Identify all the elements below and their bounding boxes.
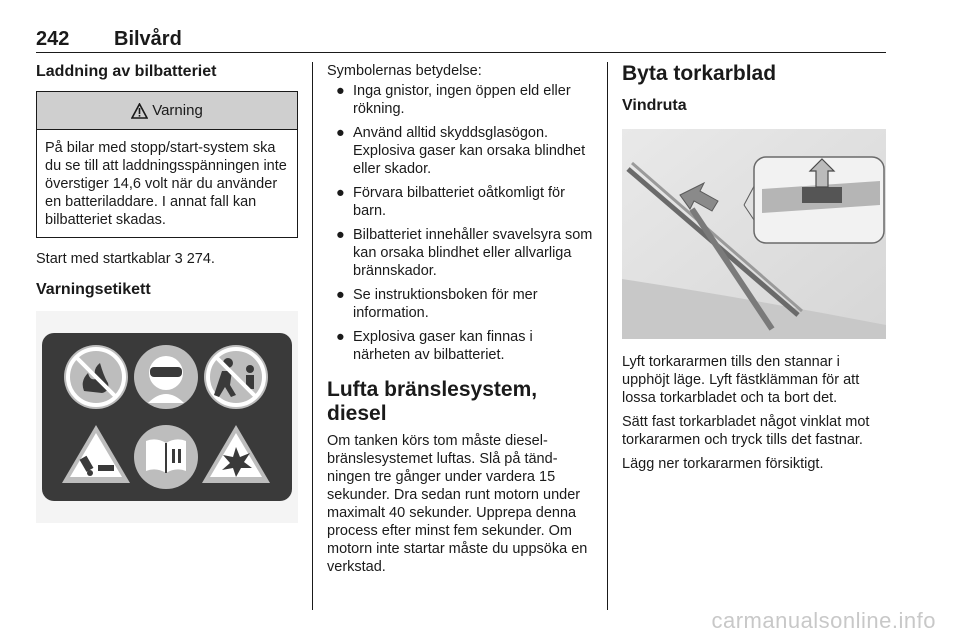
wiper-step-3: Lägg ner torkararmen försiktigt. <box>622 456 824 472</box>
safety-goggles-icon <box>134 345 198 409</box>
page-number: 242 <box>36 28 70 50</box>
warning-text: På bilar med stopp/start-system ska du se till att laddningsspänningen inte överstiger 14,6 volt när du använder en batteriladdare. I annat fall kan bilbatteriet skadas. <box>45 140 287 228</box>
column-3 <box>622 62 886 473</box>
wiper-illustration <box>622 129 886 339</box>
list-item: ● Förvara bilbatteriet oåtkomligt för barn. <box>336 185 565 219</box>
wiper-title: Byta torkarblad <box>622 62 777 85</box>
list-item: ● Bilbatteriet innehåller svavelsyra som kan orsaka blindhet eller allvarliga brännskador. <box>336 227 593 279</box>
warning-header <box>37 92 297 130</box>
column-2 <box>327 62 593 576</box>
symbols-intro: Symbolernas betydelse: <box>327 63 482 79</box>
keep-from-children-icon <box>204 345 268 409</box>
no-fire-icon <box>64 345 128 409</box>
list-item: ● Se instruktionsboken för mer information. <box>336 287 538 321</box>
watermark: carmanualsonline.info <box>711 608 936 633</box>
list-item: ● Inga gnistor, ingen öppen eld eller rökning. <box>336 83 571 117</box>
warning-triangle-icon <box>131 103 148 119</box>
wiper-step-1: Lyft torkararmen tills den stannar i upphöjt läge. Lyft fästklämman för att lossa torkarbladet och ta bort det. <box>622 354 860 406</box>
section-title-label: Varningsetikett <box>36 281 151 298</box>
jump-start-text: Start med startkablar 3 274. <box>36 251 215 267</box>
warning-box <box>36 91 298 238</box>
column-1 <box>36 62 298 523</box>
diesel-text: Om tanken körs tom måste dieselbränslesystemet luftas. Slå på tändningen tre gånger under vardera 15 sekunder. Dra sedan runt motorn under maximalt 40 sekunder. Upprepa denna process efter minst fem sekunder. Om motorn inte startar måste du uppsöka en verkstad. <box>327 433 588 575</box>
list-item: ● Använd alltid skyddsglasögon. Explosiva gaser kan orsaka blindhet eller skador. <box>336 125 586 177</box>
wiper-step-2: Sätt fast torkarbladet något vinklat mot torkararmen och tryck tills det fastnar. <box>622 414 870 448</box>
symbol-list <box>327 82 593 364</box>
list-item: ● Explosiva gaser kan finnas i närheten av bilbatteriet. <box>336 329 533 363</box>
warning-title: Varning <box>152 102 203 119</box>
manual-book-icon <box>134 425 198 489</box>
column-divider-1 <box>312 62 313 610</box>
diesel-title: Lufta bränslesystem, diesel <box>327 378 538 425</box>
chapter-title: Bilvård <box>114 28 182 50</box>
page-header <box>36 28 886 53</box>
section-title-charging: Laddning av bilbatteriet <box>36 63 217 80</box>
column-divider-2 <box>607 62 608 610</box>
wiper-subtitle: Vindruta <box>622 97 687 114</box>
warning-label-image <box>36 311 298 523</box>
